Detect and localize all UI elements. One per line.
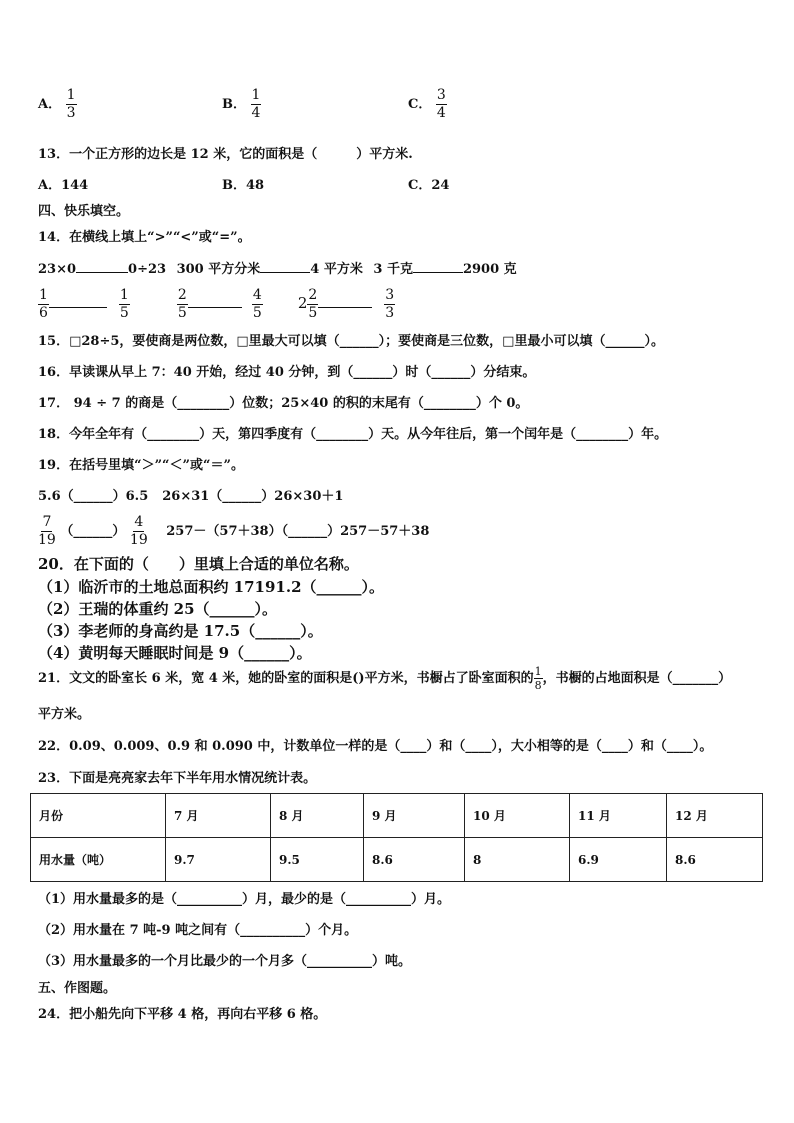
table-cell: 11 月 [570, 794, 667, 838]
q23-sub-1: （1）用水量最多的是（__________）月，最少的是（__________）月。 [38, 892, 451, 907]
q20-item-4: （4）黄明每天睡眠时间是 9（______）。 [38, 644, 312, 662]
q19-text: 19．在括号里填“＞”“＜”或“＝”。 [38, 458, 244, 473]
q18-text: 18．今年全年有（________）天，第四季度有（________）天。从今年往后，第一个闰年是（________）年。 [38, 427, 668, 442]
section-5-heading: 五、作图题。 [38, 981, 117, 996]
q23-sub-3: （3）用水量最多的一个月比最少的一个月多（__________）吨。 [38, 954, 412, 969]
fraction-numerator: 1 [251, 87, 261, 103]
q12-option-c: C． $\frac{3}{4}$ [408, 87, 446, 121]
table-cell: 9.7 [166, 838, 271, 882]
q15-text: 15．□28÷5，要使商是两位数，□里最大可以填（______）；要使商是三位数，□里最小可以填（______）。 [38, 334, 664, 349]
q23-text: 23．下面是亮亮家去年下半年用水情况统计表。 [38, 771, 317, 786]
q20-text: 20．在下面的（ ）里填上合适的单位名称。 [38, 555, 359, 573]
q14-row2: $\frac{1}{6}$ $\frac{1}{5}$ $\frac{2}{5}$ $\frac{4}{5}$ 2 $\frac{2}{5}$ $\frac{3}{3}$ [39, 287, 395, 321]
q23-sub-2: （2）用水量在 7 吨-9 吨之间有（__________）个月。 [38, 923, 358, 938]
q21-text-cont: 平方米。 [38, 707, 91, 722]
q22-text: 22．0.09、0.009、0.9 和 0.090 中，计数单位一样的是（____）和（____），大小相等的是（____）和（____）。 [38, 739, 713, 754]
table-cell: 8 [465, 838, 570, 882]
table-cell: 用水量（吨） [31, 838, 166, 882]
q20-item-2: （2）王瑞的体重约 25（______）。 [38, 600, 278, 618]
q21-text: 21．文文的卧室长 6 米，宽 4 米，她的卧室的面积是()平方米，书橱占了卧室面积的 $\frac{1}{8}$ ，书橱的占地面积是（_______） [38, 665, 732, 692]
q19-row1: 5.6（______）6.5 26×31（______）26×30＋1 [38, 489, 344, 504]
q13-text: 13．一个正方形的边长是 12 米，它的面积是（ ）平方米. [38, 147, 413, 162]
fraction-numerator: 3 [436, 87, 446, 103]
table-cell: 8.6 [667, 838, 763, 882]
table-cell: 9.5 [271, 838, 364, 882]
table-cell: 9 月 [364, 794, 465, 838]
q20-item-3: （3）李老师的身高约是 17.5（______）。 [38, 622, 323, 640]
table-header-row [31, 794, 763, 838]
section-4-heading: 四、快乐填空。 [38, 204, 130, 219]
table-cell: 12 月 [667, 794, 763, 838]
q16-text: 16．早读课从早上 7：40 开始，经过 40 分钟，到（______）时（______）分结束。 [38, 365, 536, 380]
q12-option-a: A． $\frac{1}{3}$ [38, 87, 76, 121]
table-row [31, 838, 763, 882]
q17-text: 17． 94 ÷ 7 的商是（________）位数；25×40 的积的末尾有（________）个 0。 [38, 396, 529, 411]
q19-row2: $\frac{7}{19}$ （______） $\frac{4}{19}$ 257－（57＋38）（______）257－57＋38 [38, 514, 430, 548]
table-cell: 8.6 [364, 838, 465, 882]
fraction-denominator: 4 [251, 105, 261, 121]
q13-option-c: C．24 [408, 178, 450, 193]
fraction-denominator: 3 [66, 105, 76, 121]
q13-option-a: A．144 [38, 178, 89, 193]
table-cell: 10 月 [465, 794, 570, 838]
q14-text: 14．在横线上填上“>”“<”或“=”。 [38, 230, 251, 245]
table-cell: 7 月 [166, 794, 271, 838]
table-cell: 8 月 [271, 794, 364, 838]
q20-item-1: （1）临沂市的土地总面积约 17191.2（______）。 [38, 578, 385, 596]
q13-option-b: B．48 [222, 178, 265, 193]
fraction-denominator: 4 [436, 105, 446, 121]
q24-text: 24．把小船先向下平移 4 格，再向右平移 6 格。 [38, 1007, 327, 1022]
table-cell: 月份 [31, 794, 166, 838]
q12-option-b: B． $\frac{1}{4}$ [222, 87, 261, 121]
fraction-numerator: 1 [66, 87, 76, 103]
water-usage-table [30, 793, 763, 882]
q14-row1: 23×0 0÷23 300 平方分米 4 平方米 3 千克 2900 克 [38, 262, 517, 277]
table-cell: 6.9 [570, 838, 667, 882]
